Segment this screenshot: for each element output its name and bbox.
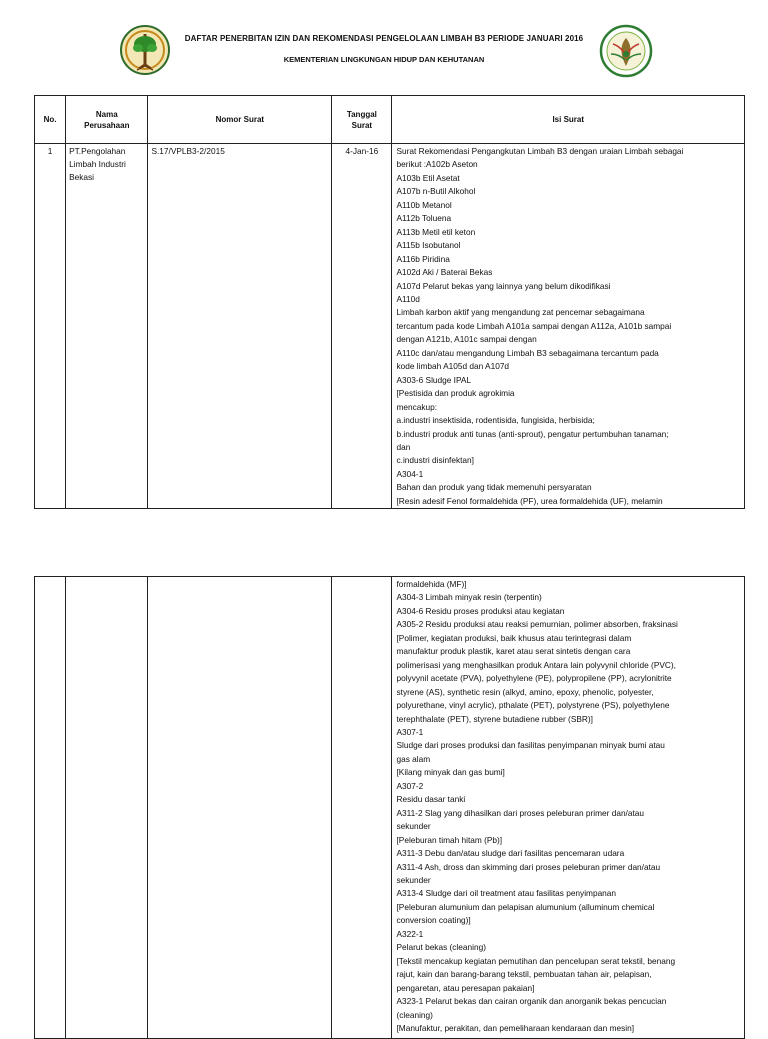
content-line: A112b Toluena	[396, 213, 452, 224]
row-number-cell	[35, 577, 66, 1039]
content-line: tercantum pada kode Limbah A101a sampai dengan A112a, A101b sampai	[396, 320, 672, 331]
letter-date-cell	[332, 577, 392, 1039]
content-line: [Resin adesif Fenol formaldehida (PF), urea formaldehida (UF), melamin	[396, 495, 663, 506]
content-line: c.industri disinfektan]	[396, 455, 474, 466]
content-line: A303-6 Sludge IPAL	[396, 374, 472, 385]
content-line: A110c dan/atau mengandung Limbah B3 sebagaimana tercantum pada	[396, 347, 659, 358]
letter-number: S.17/VPLB3-2/2015	[148, 144, 332, 509]
company-name: PT.Pengolahan Limbah Industri Bekasi	[66, 144, 148, 509]
content-line: A322-1	[396, 928, 424, 939]
content-line: A102d Aki / Baterai Bekas	[396, 267, 493, 278]
content-line: [Tekstil mencakup kegiatan pemutihan dan pencelupan serat tekstil, benang	[396, 955, 676, 966]
content-line: kode limbah A105d dan A107d	[396, 361, 510, 372]
content-line: b.industri produk anti tunas (anti-sprout), pengatur pertumbuhan tanaman;	[396, 428, 669, 439]
content-line: manufaktur produk plastik, karet atau serat sintetis dengan cara	[396, 646, 631, 657]
content-line: rajut, kain dan barang-barang tekstil, pembuatan tahan air, pelapisan,	[396, 969, 652, 980]
content-line: mencakup:	[396, 401, 438, 412]
content-line: A311-4 Ash, dross dan skimming dari proses peleburan primer dan/atau	[396, 861, 661, 872]
content-line: dan	[396, 441, 411, 452]
table-row	[35, 144, 745, 509]
company-name-cell	[66, 577, 148, 1039]
content-line: [Polimer, kegiatan produksi, baik khusus atau terintegrasi dalam	[396, 632, 632, 643]
table-header-row	[35, 96, 745, 144]
column-header-no: No.	[35, 96, 66, 144]
content-line: terephthalate (PET), styrene butadiene rubber (SBR)]	[396, 713, 593, 724]
content-line: Residu dasar tanki	[396, 794, 466, 805]
table-row	[35, 577, 745, 1039]
content-line: a.industri insektisida, rodentisida, fungisida, herbisida;	[396, 415, 595, 426]
letter-number-cell	[148, 577, 332, 1039]
content-line: Limbah karbon aktif yang mengandung zat pencemar sebagaimana	[396, 307, 645, 318]
permit-table	[34, 95, 745, 509]
column-header-tanggal: Tanggal Surat	[332, 96, 392, 144]
column-header-isi: Isi Surat	[392, 96, 745, 144]
content-line: A304-6 Residu proses produksi atau kegiatan	[396, 605, 565, 616]
environment-emblem-icon	[599, 24, 653, 78]
row-number: 1	[35, 144, 66, 509]
ministry-emblem-icon	[119, 24, 171, 76]
content-line: A110b Metanol	[396, 199, 452, 210]
content-line: [Kilang minyak dan gas bumi]	[396, 767, 505, 778]
content-line: polimerisasi yang menghasilkan produk Antara lain polyvynil chloride (PVC),	[396, 659, 676, 670]
content-line: styrene (AS), synthetic resin (alkyd, amino, epoxy, phenolic, polyester,	[396, 686, 654, 697]
content-line: A110d	[396, 293, 420, 304]
content-line: sekunder	[396, 821, 431, 832]
content-line: A115b Isobutanol	[396, 240, 461, 251]
content-line: A323-1 Pelarut bekas dan cairan organik dan anorganik bekas pencucian	[396, 996, 667, 1007]
content-line: Pelarut bekas (cleaning)	[396, 942, 486, 953]
letter-content	[392, 144, 745, 509]
content-line: A113b Metil etil keton	[396, 226, 476, 237]
content-line: conversion coating)]	[396, 915, 471, 926]
document-subtitle: KEMENTERIAN LINGKUNGAN HIDUP DAN KEHUTANAN	[283, 55, 485, 64]
content-line: formaldehida (MF)]	[396, 579, 467, 589]
letter-date: 4-Jan-16	[332, 144, 392, 509]
content-line: A304-3 Limbah minyak resin (terpentin)	[396, 592, 542, 603]
content-line: A307-2	[396, 780, 424, 791]
letter-content	[392, 577, 745, 1039]
content-line: dengan A121b, A101c sampai dengan	[396, 334, 537, 345]
content-line: A304-1	[396, 468, 424, 479]
content-line: A116b Piridina	[396, 253, 450, 264]
content-line: sekunder	[396, 874, 431, 885]
content-line: [Peleburan alumunium dan pelapisan alumunium (alluminum chemical	[396, 901, 655, 912]
document-header	[0, 0, 768, 95]
permit-table-continued	[34, 576, 745, 1039]
content-line: A107d Pelarut bekas yang lainnya yang belum dikodifikasi	[396, 280, 611, 291]
content-line: [Manufaktur, perakitan, dan pemeliharaan kendaraan dan mesin]	[396, 1022, 635, 1033]
content-line: berikut :A102b Aseton	[396, 159, 478, 170]
content-line: A311-3 Debu dan/atau sludge dari fasilitas pencemaran udara	[396, 848, 625, 859]
content-line: gas alam	[396, 753, 431, 764]
content-line: polyvynil acetate (PVA), polyethylene (PE), polypropilene (PP), acrylonitrite	[396, 673, 672, 684]
content-line: Sludge dari proses produksi dan fasilitas penyimpanan minyak bumi atau	[396, 740, 665, 751]
content-line: [Peleburan timah hitam (Pb)]	[396, 834, 503, 845]
content-line: A307-1	[396, 726, 424, 737]
content-line: pengaretan, atau peresapan pakaian]	[396, 982, 535, 993]
content-line: (cleaning)	[396, 1009, 433, 1020]
content-line: [Pestisida dan produk agrokimia	[396, 388, 515, 399]
content-line: A107b n-Butil Alkohol	[396, 186, 476, 197]
content-line: A311-2 Slag yang dihasilkan dari proses peleburan primer dan/atau	[396, 807, 645, 818]
content-line: A313-4 Sludge dari oil treatment atau fasilitas penyimpanan	[396, 888, 617, 899]
column-header-nomor: Nomor Surat	[148, 96, 332, 144]
content-line: Bahan dan produk yang tidak memenuhi persyaratan	[396, 482, 592, 493]
content-line: A103b Etil Asetat	[396, 172, 460, 183]
column-header-nama: Nama Perusahaan	[66, 96, 148, 144]
content-line: Surat Rekomendasi Pengangkutan Limbah B3 dengan uraian Limbah sebagai	[396, 146, 684, 156]
content-line: polyurethane, vinyl acrylic), pthalate (PET), polystyrene (PS), polyethylene	[396, 700, 670, 711]
document-title: DAFTAR PENERBITAN IZIN DAN REKOMENDASI PENGELOLAAN LIMBAH B3 PERIODE JANUARI 2016	[184, 34, 584, 43]
content-line: A305-2 Residu produksi atau reaksi pemurnian, polimer absorben, fraksinasi	[396, 619, 678, 630]
